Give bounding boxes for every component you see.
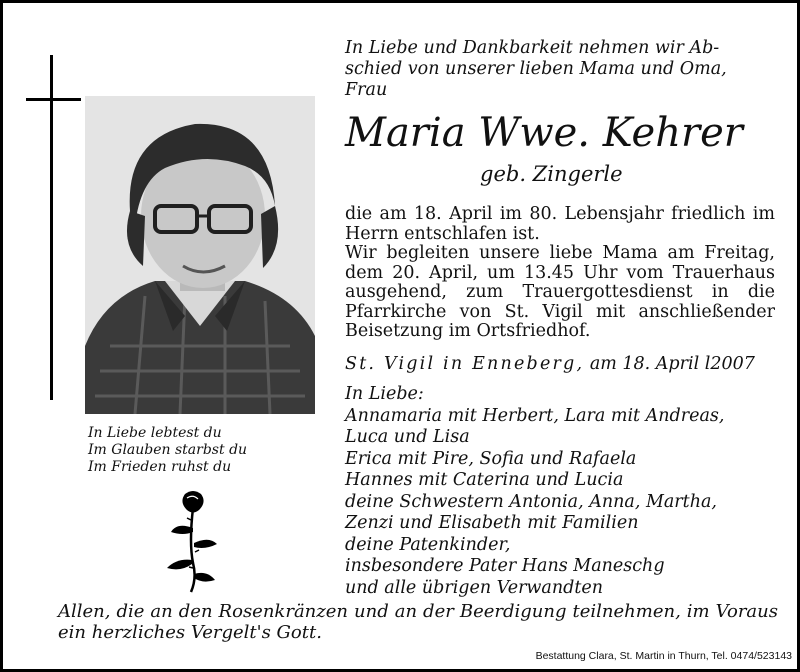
- death-text: die am 18. April im 80. Lebensjahr friedlich im Herrn entschlafen ist.: [345, 204, 775, 244]
- cross-vertical-bar: [50, 55, 53, 400]
- place-text: St. Vigil in Enneberg,: [345, 354, 585, 374]
- funeral-text: Wir begleiten unsere liebe Mama am Freitag, dem 20. April, um 13.45 Uhr vom Trauerhaus ausgehend, zum Trauergottesdienst in die Pfarrkirche von St. Vigil mit anschließender Beisetzung im Ortsfriedhof.: [345, 243, 775, 341]
- mourner-line: Erica mit Pire, Sofia und Rafaela: [345, 448, 637, 469]
- intro-line: In Liebe und Dankbarkeit nehmen wir Ab-: [345, 38, 720, 58]
- mourners-heading: In Liebe:: [345, 384, 424, 404]
- mourner-line: deine Patenkinder,: [345, 534, 511, 555]
- birth-name: geb. Zingerle: [480, 162, 623, 186]
- closing-text: Allen, die an den Rosenkränzen und an der Beerdigung teilnehmen, im Voraus ein herzliches Vergelt's Gott.: [58, 601, 778, 643]
- verse-line: In Liebe lebtest du: [88, 425, 222, 441]
- place-date-line: [345, 354, 755, 374]
- verse-line: Im Frieden ruhst du: [88, 459, 232, 475]
- mourners-list: [345, 384, 775, 599]
- mourner-line: Hannes mit Caterina und Lucia: [345, 470, 624, 490]
- mourner-line: Zenzi und Elisabeth mit Familien: [345, 513, 639, 533]
- mourner-line: deine Schwestern Antonia, Anna, Martha,: [345, 491, 717, 512]
- mourner-line: und alle übrigen Verwandten: [345, 577, 603, 598]
- mourner-line: Luca und Lisa: [345, 427, 470, 447]
- rose-icon: [163, 488, 223, 593]
- funeral-home-footer: Bestattung Clara, St. Martin in Thurn, Tel. 0474/523143: [535, 650, 792, 662]
- date-text: am 18. April l2007: [589, 354, 755, 374]
- intro-line: schied von unserer lieben Mama und Oma,: [345, 59, 727, 79]
- verse-line: Im Glauben starbst du: [88, 442, 248, 458]
- intro-line: Frau: [345, 80, 388, 100]
- intro-text: [345, 38, 775, 101]
- notice-body: [345, 205, 775, 342]
- mourner-line: Annamaria mit Herbert, Lara mit Andreas,: [345, 405, 725, 426]
- mourner-line: insbesondere Pater Hans Maneschg: [345, 556, 665, 576]
- cross-horizontal-bar: [26, 98, 81, 101]
- portrait-photo: [85, 96, 315, 414]
- memorial-verse: [88, 425, 247, 476]
- deceased-name: Maria Wwe. Kehrer: [345, 110, 743, 156]
